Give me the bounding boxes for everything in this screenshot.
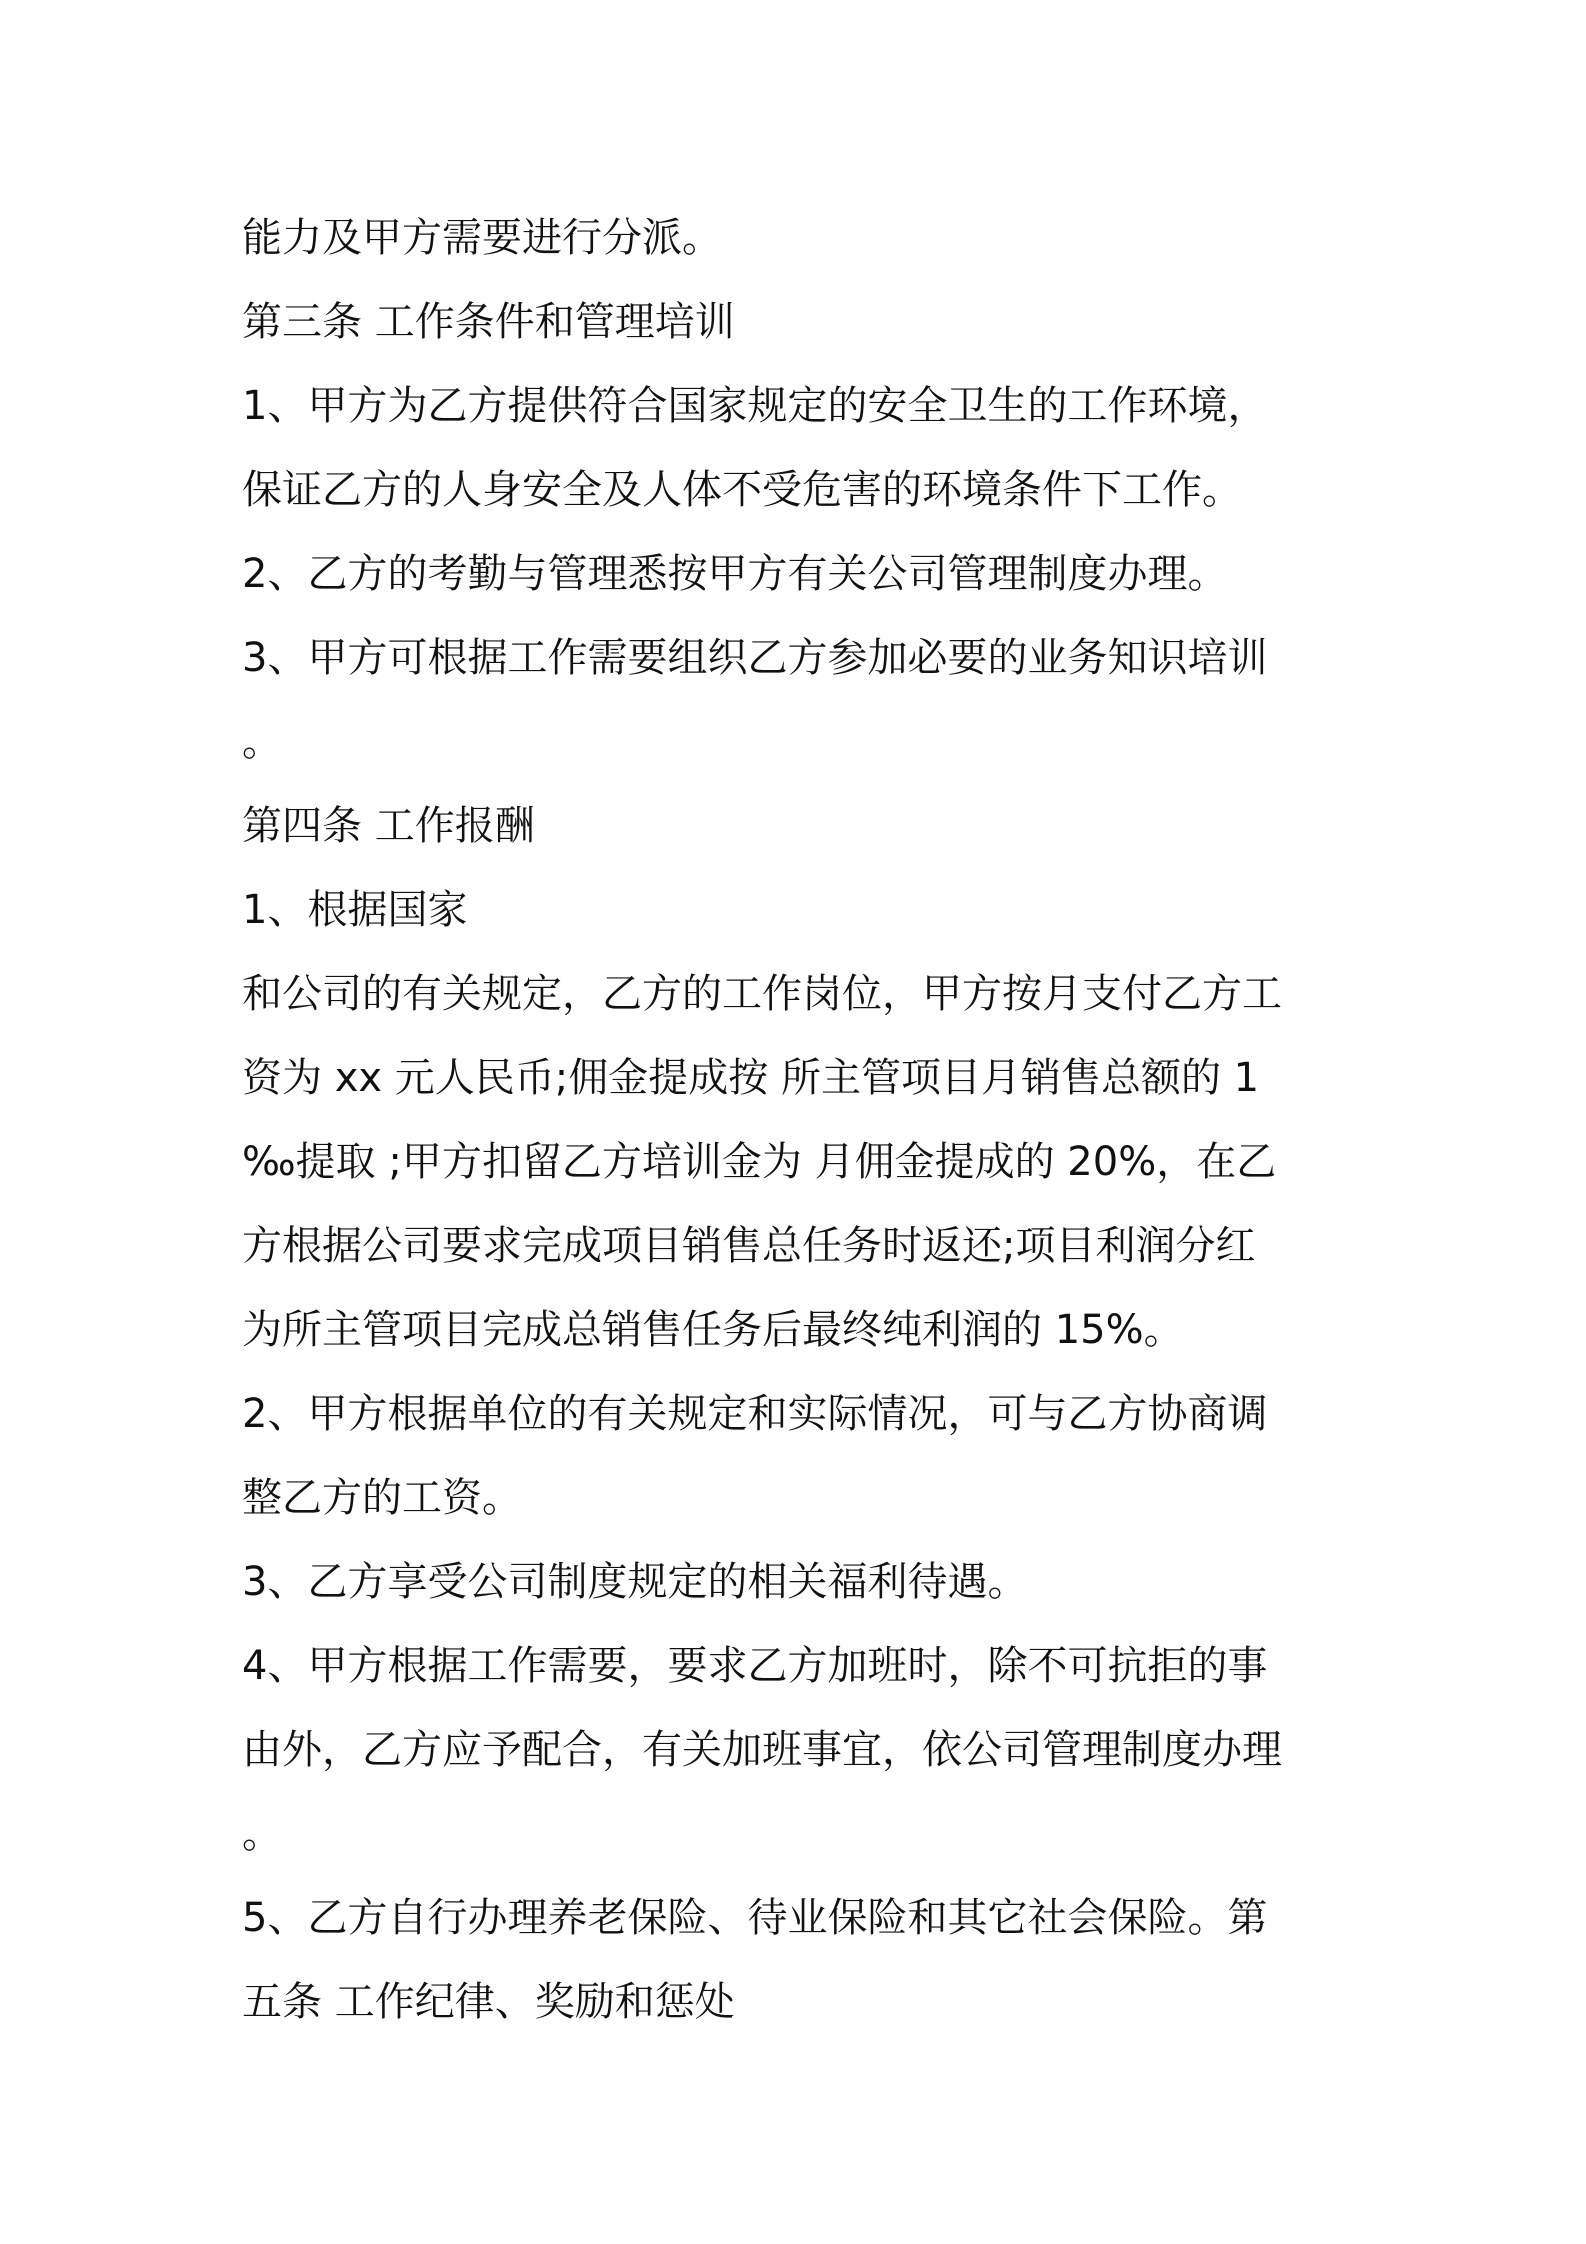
text-line: 由外，乙方应予配合，有关加班事宜，依公司管理制度办理: [242, 1727, 1282, 1773]
text-line: 1、根据国家: [242, 887, 468, 933]
text-line: 3、乙方享受公司制度规定的相关福利待遇。: [242, 1559, 1028, 1605]
text-line: 2、乙方的考勤与管理悉按甲方有关公司管理制度办理。: [242, 551, 1228, 597]
section-heading: 第三条 工作条件和管理培训: [242, 299, 735, 345]
text-line: 和公司的有关规定，乙方的工作岗位，甲方按月支付乙方工: [242, 971, 1282, 1017]
text-line: 为所主管项目完成总销售任务后最终纯利润的 15%。: [242, 1307, 1184, 1353]
text-line: 5、乙方自行办理养老保险、待业保险和其它社会保险。第: [242, 1895, 1268, 1941]
text-line: 3、甲方可根据工作需要组织乙方参加必要的业务知识培训: [242, 635, 1268, 681]
text-line: 。: [242, 719, 282, 765]
text-line: 资为 xx 元人民币;佣金提成按 所主管项目月销售总额的 1: [242, 1055, 1260, 1101]
text-line: 4、甲方根据工作需要，要求乙方加班时，除不可抗拒的事: [242, 1643, 1268, 1689]
text-line: 2、甲方根据单位的有关规定和实际情况，可与乙方协商调: [242, 1391, 1268, 1437]
text-line: 1、甲方为乙方提供符合国家规定的安全卫生的工作环境，: [242, 383, 1268, 429]
document-text: [242, 196, 1362, 2044]
section-heading: 第四条 工作报酬: [242, 803, 535, 849]
text-line: 方根据公司要求完成项目销售总任务时返还;项目利润分红: [242, 1223, 1256, 1269]
text-line: 保证乙方的人身安全及人体不受危害的环境条件下工作。: [242, 467, 1242, 513]
section-heading: 五条 工作纪律、奖励和惩处: [242, 1979, 735, 2025]
text-line: ‰提取 ;甲方扣留乙方培训金为 月佣金提成的 20%，在乙: [242, 1139, 1277, 1185]
text-line: 能力及甲方需要进行分派。: [242, 215, 722, 261]
text-line: 。: [242, 1811, 282, 1857]
text-line: 整乙方的工资。: [242, 1475, 522, 1521]
